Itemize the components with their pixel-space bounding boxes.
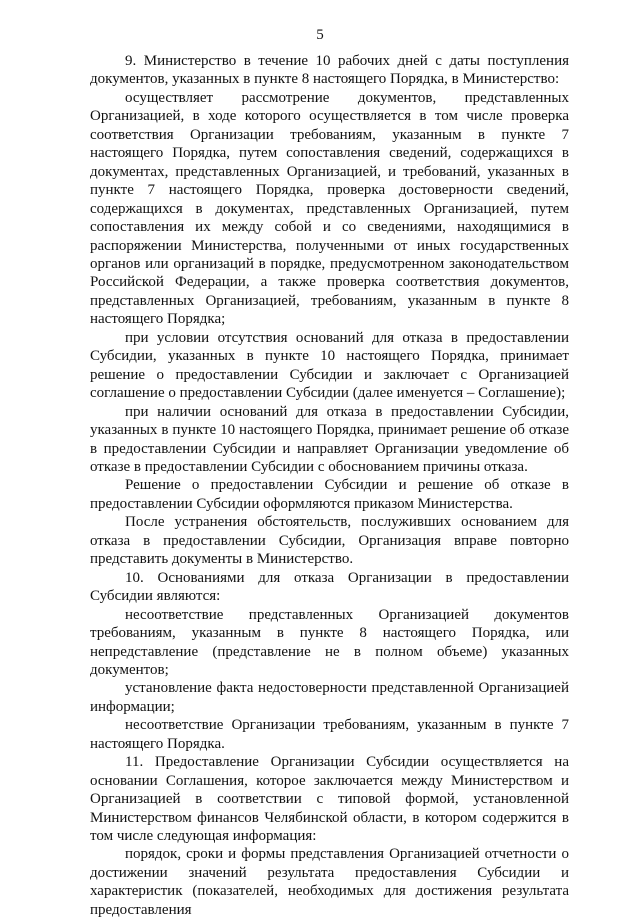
paragraph-11-intro: 11. Предоставление Организации Субсидии осуществляется на основании Соглашения, которое заключается между Министерством и Организацией в соответствии с типовой формой, установленной Министерством финансов Челябинской области, в котором содержится в том числе следующая информация: bbox=[90, 754, 569, 845]
paragraph-resubmission: После устранения обстоятельств, послуживших основанием для отказа в предоставлении Субсидии, Организация вправе повторно представить документы в Министерство. bbox=[90, 514, 569, 568]
paragraph-reporting-procedure: порядок, сроки и формы представления Организацией отчетности о достижении значений результата предоставления Субсидии и характеристик (показателей, необходимых для достижения результата предоставления bbox=[90, 846, 569, 918]
paragraph-10-intro: 10. Основаниями для отказа Организации в предоставлении Субсидии являются: bbox=[90, 569, 569, 605]
paragraph-decision-refusal: при наличии оснований для отказа в предоставлении Субсидии, указанных в пункте 10 настоящего Порядка, принимает решение об отказе в предоставлении Субсидии и направляет Организации уведомление об отказе в предоставлении Субсидии с обоснованием причины отказа. bbox=[90, 403, 569, 475]
paragraph-9-intro: 9. Министерство в течение 10 рабочих дней с даты поступления документов, указанных в пункте 8 настоящего Порядка, в Министерство: bbox=[90, 53, 569, 88]
page-number: 5 bbox=[316, 27, 324, 43]
paragraph-refusal-reason-requirements: несоответствие Организации требованиям, указанным в пункте 7 настоящего Порядка. bbox=[90, 717, 569, 752]
paragraph-refusal-reason-false-info: установление факта недостоверности представленной Организацией информации; bbox=[90, 680, 569, 715]
paragraph-decision-grant: при условии отсутствия оснований для отказа в предоставлении Субсидии, указанных в пункте 10 настоящего Порядка, принимает решение о предоставлении Субсидии и заключает с Организацией соглашение о предоставлении Субсидии (далее именуется – Соглашение); bbox=[90, 329, 569, 402]
paragraph-order-decision: Решение о предоставлении Субсидии и решение об отказе в предоставлении Субсидии оформляются приказом Министерства. bbox=[90, 477, 569, 512]
paragraph-refusal-reason-documents: несоответствие представленных Организацией документов требованиям, указанным в пункте 8 настоящего Порядка, или непредставление (представление не в полном объеме) указанных документов; bbox=[90, 606, 569, 678]
paragraph-review-documents: осуществляет рассмотрение документов, представленных Организацией, в ходе которого осуществляется в том числе проверка соответствия Организации требованиям, указанным в пункте 7 настоящего Порядка, путем сопоставления сведений, содержащихся в документах, представленных Организацией, и требований, указанных в пункте 7 настоящего Порядка, проверка достоверности сведений, содержащихся в документах, представленных Организацией, путем сопоставления их между собой и со сведениями, находящимися в распоряжении Министерства, полученными от иных государственных органов или организаций в порядке, предусмотренном законодательством Российской Федерации, а также проверка соответствия документов, представленных Организацией, требованиям, указанным в пункте 8 настоящего Порядка; bbox=[90, 89, 569, 328]
document-body bbox=[90, 52, 569, 919]
